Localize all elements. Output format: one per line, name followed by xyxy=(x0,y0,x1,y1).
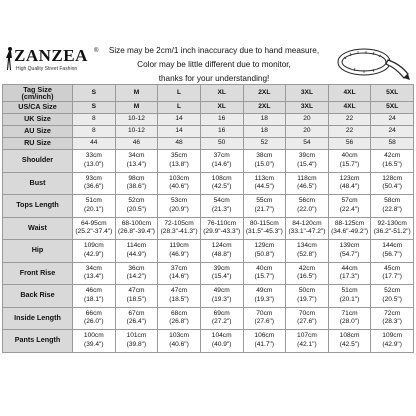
inch-value: (13.4") xyxy=(84,273,104,281)
measuring-tape-icon xyxy=(334,40,412,86)
cm-value: 70cm xyxy=(298,309,315,317)
inch-value: (16.5") xyxy=(297,273,317,281)
measurement-cell xyxy=(328,150,371,173)
measurement-row xyxy=(3,307,414,330)
measurement-cell xyxy=(200,172,243,195)
registered-mark: ® xyxy=(94,48,99,54)
inch-value: (56.7") xyxy=(382,250,402,258)
measurement-cell xyxy=(158,150,201,173)
inch-value: (21.7") xyxy=(254,205,275,213)
inch-value: (40.9") xyxy=(211,340,232,348)
measurement-label: Waist xyxy=(3,217,73,240)
inch-value: (46.5") xyxy=(297,183,317,191)
measurement-label: Bust xyxy=(3,172,73,195)
inch-value: (18.5") xyxy=(169,295,189,303)
measurement-cell xyxy=(158,285,201,308)
inch-value: (46.9") xyxy=(169,250,189,258)
measurement-cell xyxy=(328,285,371,308)
cm-value: 93cm xyxy=(85,174,102,182)
size-row xyxy=(3,114,414,126)
measurement-notice xyxy=(104,44,324,86)
inch-value: (40.6") xyxy=(169,183,189,191)
size-cell: L xyxy=(158,102,201,114)
measurement-cell xyxy=(200,330,243,353)
brand-name: ZANZEA xyxy=(14,46,88,65)
size-cell: 2XL xyxy=(243,102,286,114)
measurement-cell xyxy=(243,285,286,308)
cm-value: 98cm xyxy=(128,174,145,182)
measurement-cell xyxy=(158,240,201,263)
inch-value: (17.3") xyxy=(339,273,360,281)
inch-value: (31.5"-45.3") xyxy=(245,228,283,236)
inch-value: (15.7") xyxy=(339,160,360,168)
size-cell: 3XL xyxy=(286,85,329,102)
inch-value: (28.3") xyxy=(382,318,402,326)
measurement-row xyxy=(3,217,414,240)
cm-value: 58cm xyxy=(384,197,401,205)
cm-value: 45cm xyxy=(384,264,401,272)
measurement-label: Pants Length xyxy=(3,330,73,353)
size-cell: 5XL xyxy=(371,85,414,102)
size-cell: 5XL xyxy=(371,102,414,114)
cm-value: 109cm xyxy=(83,242,104,250)
measurement-cell xyxy=(371,172,414,195)
cm-value: 123cm xyxy=(339,174,360,182)
inch-value: (22.4") xyxy=(339,205,360,213)
cm-value: 42cm xyxy=(298,264,315,272)
measurement-cell xyxy=(200,285,243,308)
inch-value: (26.4") xyxy=(126,318,147,326)
measurement-cell xyxy=(200,307,243,330)
inch-value: (48.4") xyxy=(339,183,360,191)
inch-value: (15.4") xyxy=(297,160,317,168)
measurement-cell xyxy=(371,150,414,173)
notice-line-3: thanks for your understanding! xyxy=(158,74,270,83)
measurement-cell xyxy=(115,172,158,195)
measurement-cell xyxy=(243,262,286,285)
measurement-cell xyxy=(115,262,158,285)
brand-logo xyxy=(4,46,104,76)
inch-value: (38.6") xyxy=(126,183,147,191)
measurement-cell xyxy=(243,217,286,240)
size-cell: 22 xyxy=(328,114,371,126)
measurement-cell xyxy=(286,330,329,353)
inch-value: (41.7") xyxy=(254,340,275,348)
measurement-cell xyxy=(115,307,158,330)
measurement-cell xyxy=(328,195,371,218)
size-cell: 58 xyxy=(371,138,414,150)
inch-value: (14.2") xyxy=(126,273,147,281)
size-cell: S xyxy=(73,85,116,102)
size-cell: 18 xyxy=(243,126,286,138)
size-cell: 16 xyxy=(200,114,243,126)
cm-value: 44cm xyxy=(341,264,358,272)
cm-value: 54cm xyxy=(213,197,230,205)
inch-value: (18.1") xyxy=(84,295,104,303)
inch-value: (36.2"-51.2") xyxy=(373,228,411,236)
measurement-cell xyxy=(371,330,414,353)
cm-value: 76-110cm xyxy=(207,219,237,227)
cm-value: 35cm xyxy=(171,152,188,160)
measurement-cell xyxy=(286,262,329,285)
row-label: AU Size xyxy=(3,126,73,138)
inch-value: (20.5") xyxy=(126,205,147,213)
size-cell: 16 xyxy=(200,126,243,138)
cm-value: 47cm xyxy=(171,287,188,295)
measurement-cell xyxy=(328,217,371,240)
inch-value: (44.9") xyxy=(126,250,147,258)
cm-value: 139cm xyxy=(339,242,360,250)
inch-value: (13.8") xyxy=(169,160,189,168)
measurement-cell xyxy=(200,240,243,263)
inch-value: (39.8") xyxy=(126,340,147,348)
measurement-cell xyxy=(73,240,116,263)
row-label: RU Size xyxy=(3,138,73,150)
size-table xyxy=(2,84,414,353)
measurement-label: Hip xyxy=(3,240,73,263)
measurement-rows xyxy=(3,150,414,353)
cm-value: 129cm xyxy=(254,242,275,250)
measurement-cell xyxy=(328,240,371,263)
size-cell: S xyxy=(73,102,116,114)
inch-value: (26.8"-39.4") xyxy=(117,228,155,236)
measurement-cell xyxy=(200,150,243,173)
inch-value: (42.5") xyxy=(339,340,360,348)
inch-value: (39.4") xyxy=(84,340,104,348)
cm-value: 118cm xyxy=(297,174,317,182)
measurement-cell xyxy=(371,195,414,218)
inch-value: (44.5") xyxy=(254,183,275,191)
cm-value: 124cm xyxy=(211,242,232,250)
cm-value: 66cm xyxy=(85,309,102,317)
cm-value: 101cm xyxy=(126,332,147,340)
measurement-cell xyxy=(286,172,329,195)
measurement-row xyxy=(3,262,414,285)
measurement-cell xyxy=(286,285,329,308)
cm-value: 39cm xyxy=(298,152,315,160)
cm-value: 46cm xyxy=(85,287,102,295)
measurement-cell xyxy=(73,307,116,330)
inch-value: (19.3") xyxy=(254,295,275,303)
notice-line-1: Size may be 2cm/1 inch inaccuracy due to hand measure, xyxy=(108,46,320,55)
inch-value: (26.0") xyxy=(84,318,104,326)
measurement-cell xyxy=(73,172,116,195)
measurement-cell xyxy=(115,285,158,308)
cm-value: 80-115cm xyxy=(249,219,279,227)
inch-value: (27.2") xyxy=(211,318,232,326)
inch-value: (13.4") xyxy=(126,160,147,168)
cm-value: 84-120cm xyxy=(292,219,322,227)
inch-value: (54.7") xyxy=(339,250,360,258)
cm-value: 109cm xyxy=(382,332,403,340)
size-cell: XL xyxy=(200,102,243,114)
inch-value: (15.0") xyxy=(254,160,275,168)
size-cell: 52 xyxy=(243,138,286,150)
size-cell: 3XL xyxy=(286,102,329,114)
cm-value: 108cm xyxy=(339,332,360,340)
size-cell: 44 xyxy=(73,138,116,150)
measurement-cell xyxy=(158,330,201,353)
cm-value: 64-95cm xyxy=(80,219,107,227)
inch-value: (42.9") xyxy=(382,340,402,348)
measurement-cell xyxy=(200,262,243,285)
inch-value: (25.2"-37.4") xyxy=(75,228,113,236)
measurement-cell xyxy=(286,150,329,173)
size-cell: 54 xyxy=(286,138,329,150)
inch-value: (22.8") xyxy=(382,205,402,213)
row-label: Tag Size (cm/inch) xyxy=(3,85,73,102)
inch-value: (36.6") xyxy=(84,183,104,191)
cm-value: 57cm xyxy=(341,197,358,205)
cm-value: 33cm xyxy=(85,152,102,160)
cm-value: 52cm xyxy=(128,197,145,205)
cm-value: 68-100cm xyxy=(121,219,152,227)
cm-value: 108cm xyxy=(211,174,232,182)
size-cell: 24 xyxy=(371,114,414,126)
cm-value: 144cm xyxy=(382,242,403,250)
size-cell: M xyxy=(115,102,158,114)
measurement-cell xyxy=(158,217,201,240)
size-cell: 20 xyxy=(286,126,329,138)
measurement-cell xyxy=(200,195,243,218)
measurement-cell xyxy=(371,285,414,308)
inch-value: (14.6") xyxy=(169,273,189,281)
cm-value: 92-130cm xyxy=(377,219,407,227)
measurement-label: Inside Length xyxy=(3,307,73,330)
cm-value: 128cm xyxy=(382,174,403,182)
size-cell: 10-12 xyxy=(115,114,158,126)
measurement-cell xyxy=(243,307,286,330)
measurement-cell xyxy=(286,307,329,330)
measurement-cell xyxy=(243,150,286,173)
inch-value: (19.3") xyxy=(211,295,232,303)
cm-value: 88-125cm xyxy=(334,219,365,227)
inch-value: (17.7") xyxy=(382,273,402,281)
measurement-cell xyxy=(328,307,371,330)
measurement-cell xyxy=(115,330,158,353)
row-label: US/CA Size xyxy=(3,102,73,114)
measurement-cell xyxy=(158,307,201,330)
fashion-figure-icon xyxy=(4,46,14,72)
inch-value: (34.6"-49.2") xyxy=(331,228,369,236)
measurement-cell xyxy=(328,330,371,353)
measurement-cell xyxy=(371,307,414,330)
measurement-cell xyxy=(115,150,158,173)
inch-value: (20.5") xyxy=(382,295,402,303)
inch-value: (14.6") xyxy=(211,160,232,168)
measurement-cell xyxy=(328,262,371,285)
measurement-label: Tops Length xyxy=(3,195,73,218)
size-cell: 8 xyxy=(73,126,116,138)
inch-value: (40.6") xyxy=(169,340,189,348)
inch-value: (50.4") xyxy=(382,183,402,191)
measurement-row xyxy=(3,150,414,173)
inch-value: (13.0") xyxy=(84,160,104,168)
measurement-cell xyxy=(115,217,158,240)
notice-line-2: Color may be little different due to monitor, xyxy=(137,60,291,69)
measurement-cell xyxy=(286,240,329,263)
measurement-row xyxy=(3,330,414,353)
measurement-cell xyxy=(243,172,286,195)
measurement-cell xyxy=(286,195,329,218)
cm-value: 37cm xyxy=(213,152,230,160)
size-rows xyxy=(3,85,414,150)
size-cell: 2XL xyxy=(243,85,286,102)
cm-value: 40cm xyxy=(256,264,273,272)
size-cell: 46 xyxy=(115,138,158,150)
size-cell: 24 xyxy=(371,126,414,138)
header xyxy=(0,0,416,83)
cm-value: 103cm xyxy=(169,332,189,340)
inch-value: (22.0") xyxy=(297,205,317,213)
cm-value: 113cm xyxy=(254,174,274,182)
size-cell: 10-12 xyxy=(115,126,158,138)
size-cell: M xyxy=(115,85,158,102)
measurement-cell xyxy=(73,195,116,218)
measurement-row xyxy=(3,285,414,308)
inch-value: (52.8") xyxy=(297,250,317,258)
cm-value: 51cm xyxy=(85,197,102,205)
inch-value: (29.9"-43.3") xyxy=(203,228,241,236)
size-cell: L xyxy=(158,85,201,102)
cm-value: 49cm xyxy=(256,287,273,295)
inch-value: (16.5") xyxy=(382,160,402,168)
inch-value: (26.8") xyxy=(169,318,189,326)
size-row xyxy=(3,85,414,102)
size-cell: 18 xyxy=(243,114,286,126)
measurement-cell xyxy=(73,217,116,240)
measurement-cell xyxy=(243,330,286,353)
inch-value: (27.6") xyxy=(254,318,275,326)
inch-value: (27.6") xyxy=(297,318,317,326)
cm-value: 37cm xyxy=(171,264,188,272)
cm-value: 67cm xyxy=(128,309,145,317)
measurement-row xyxy=(3,195,414,218)
inch-value: (48.8") xyxy=(211,250,232,258)
measurement-cell xyxy=(73,150,116,173)
inch-value: (28.3"-41.3") xyxy=(160,228,198,236)
cm-value: 36cm xyxy=(128,264,145,272)
size-row xyxy=(3,102,414,114)
cm-value: 56cm xyxy=(298,197,315,205)
cm-value: 51cm xyxy=(341,287,358,295)
inch-value: (20.9") xyxy=(169,205,189,213)
measurement-label: Front Rise xyxy=(3,262,73,285)
cm-value: 55cm xyxy=(256,197,273,205)
size-cell: 22 xyxy=(328,126,371,138)
size-cell: 50 xyxy=(200,138,243,150)
measurement-cell xyxy=(286,217,329,240)
cm-value: 49cm xyxy=(213,287,230,295)
cm-value: 106cm xyxy=(254,332,275,340)
cm-value: 39cm xyxy=(213,264,230,272)
measurement-row xyxy=(3,172,414,195)
measurement-cell xyxy=(371,240,414,263)
size-row xyxy=(3,126,414,138)
measurement-cell xyxy=(73,330,116,353)
cm-value: 40cm xyxy=(341,152,358,160)
inch-value: (42.5") xyxy=(211,183,232,191)
brand-tagline: High Quality Street Fashion xyxy=(16,66,78,72)
cm-value: 107cm xyxy=(297,332,317,340)
size-cell: 4XL xyxy=(328,102,371,114)
size-cell: 4XL xyxy=(328,85,371,102)
cm-value: 34cm xyxy=(85,264,102,272)
measurement-cell xyxy=(158,262,201,285)
inch-value: (20.1") xyxy=(84,205,104,213)
cm-value: 104cm xyxy=(211,332,232,340)
size-cell: 14 xyxy=(158,114,201,126)
cm-value: 52cm xyxy=(384,287,401,295)
inch-value: (18.5") xyxy=(126,295,147,303)
cm-value: 100cm xyxy=(83,332,104,340)
inch-value: (50.8") xyxy=(254,250,275,258)
measurement-cell xyxy=(73,285,116,308)
cm-value: 72cm xyxy=(384,309,401,317)
cm-value: 47cm xyxy=(128,287,145,295)
cm-value: 34cm xyxy=(128,152,145,160)
size-row xyxy=(3,138,414,150)
cm-value: 50cm xyxy=(298,287,315,295)
size-cell: 8 xyxy=(73,114,116,126)
inch-value: (21.3") xyxy=(211,205,232,213)
size-cell: 20 xyxy=(286,114,329,126)
inch-value: (19.7") xyxy=(297,295,317,303)
measurement-cell xyxy=(328,172,371,195)
cm-value: 70cm xyxy=(256,309,273,317)
measurement-cell xyxy=(73,262,116,285)
inch-value: (42.9") xyxy=(84,250,104,258)
measurement-cell xyxy=(158,195,201,218)
measurement-cell xyxy=(158,172,201,195)
size-cell: 56 xyxy=(328,138,371,150)
cm-value: 119cm xyxy=(169,242,189,250)
cm-value: 134cm xyxy=(297,242,317,250)
measurement-label: Shoulder xyxy=(3,150,73,173)
cm-value: 72-105cm xyxy=(164,219,194,227)
inch-value: (33.1"-47.2") xyxy=(288,228,326,236)
cm-value: 38cm xyxy=(256,152,273,160)
measurement-cell xyxy=(371,262,414,285)
size-cell: XL xyxy=(200,85,243,102)
cm-value: 68cm xyxy=(171,309,188,317)
measurement-cell xyxy=(200,217,243,240)
measurement-cell xyxy=(115,195,158,218)
cm-value: 103cm xyxy=(169,174,189,182)
measurement-cell xyxy=(243,240,286,263)
cm-value: 114cm xyxy=(126,242,147,250)
inch-value: (28.0") xyxy=(339,318,360,326)
cm-value: 71cm xyxy=(341,309,358,317)
row-label: UK Size xyxy=(3,114,73,126)
cm-value: 42cm xyxy=(384,152,401,160)
cm-value: 69cm xyxy=(213,309,230,317)
measurement-cell xyxy=(243,195,286,218)
inch-value: (15.4") xyxy=(211,273,232,281)
size-cell: 14 xyxy=(158,126,201,138)
measurement-row xyxy=(3,240,414,263)
inch-value: (42.1") xyxy=(297,340,317,348)
measurement-label: Back Rise xyxy=(3,285,73,308)
cm-value: 53cm xyxy=(171,197,188,205)
inch-value: (20.1") xyxy=(339,295,360,303)
inch-value: (15.7") xyxy=(254,273,275,281)
measurement-cell xyxy=(115,240,158,263)
size-cell: 48 xyxy=(158,138,201,150)
measurement-cell xyxy=(371,217,414,240)
